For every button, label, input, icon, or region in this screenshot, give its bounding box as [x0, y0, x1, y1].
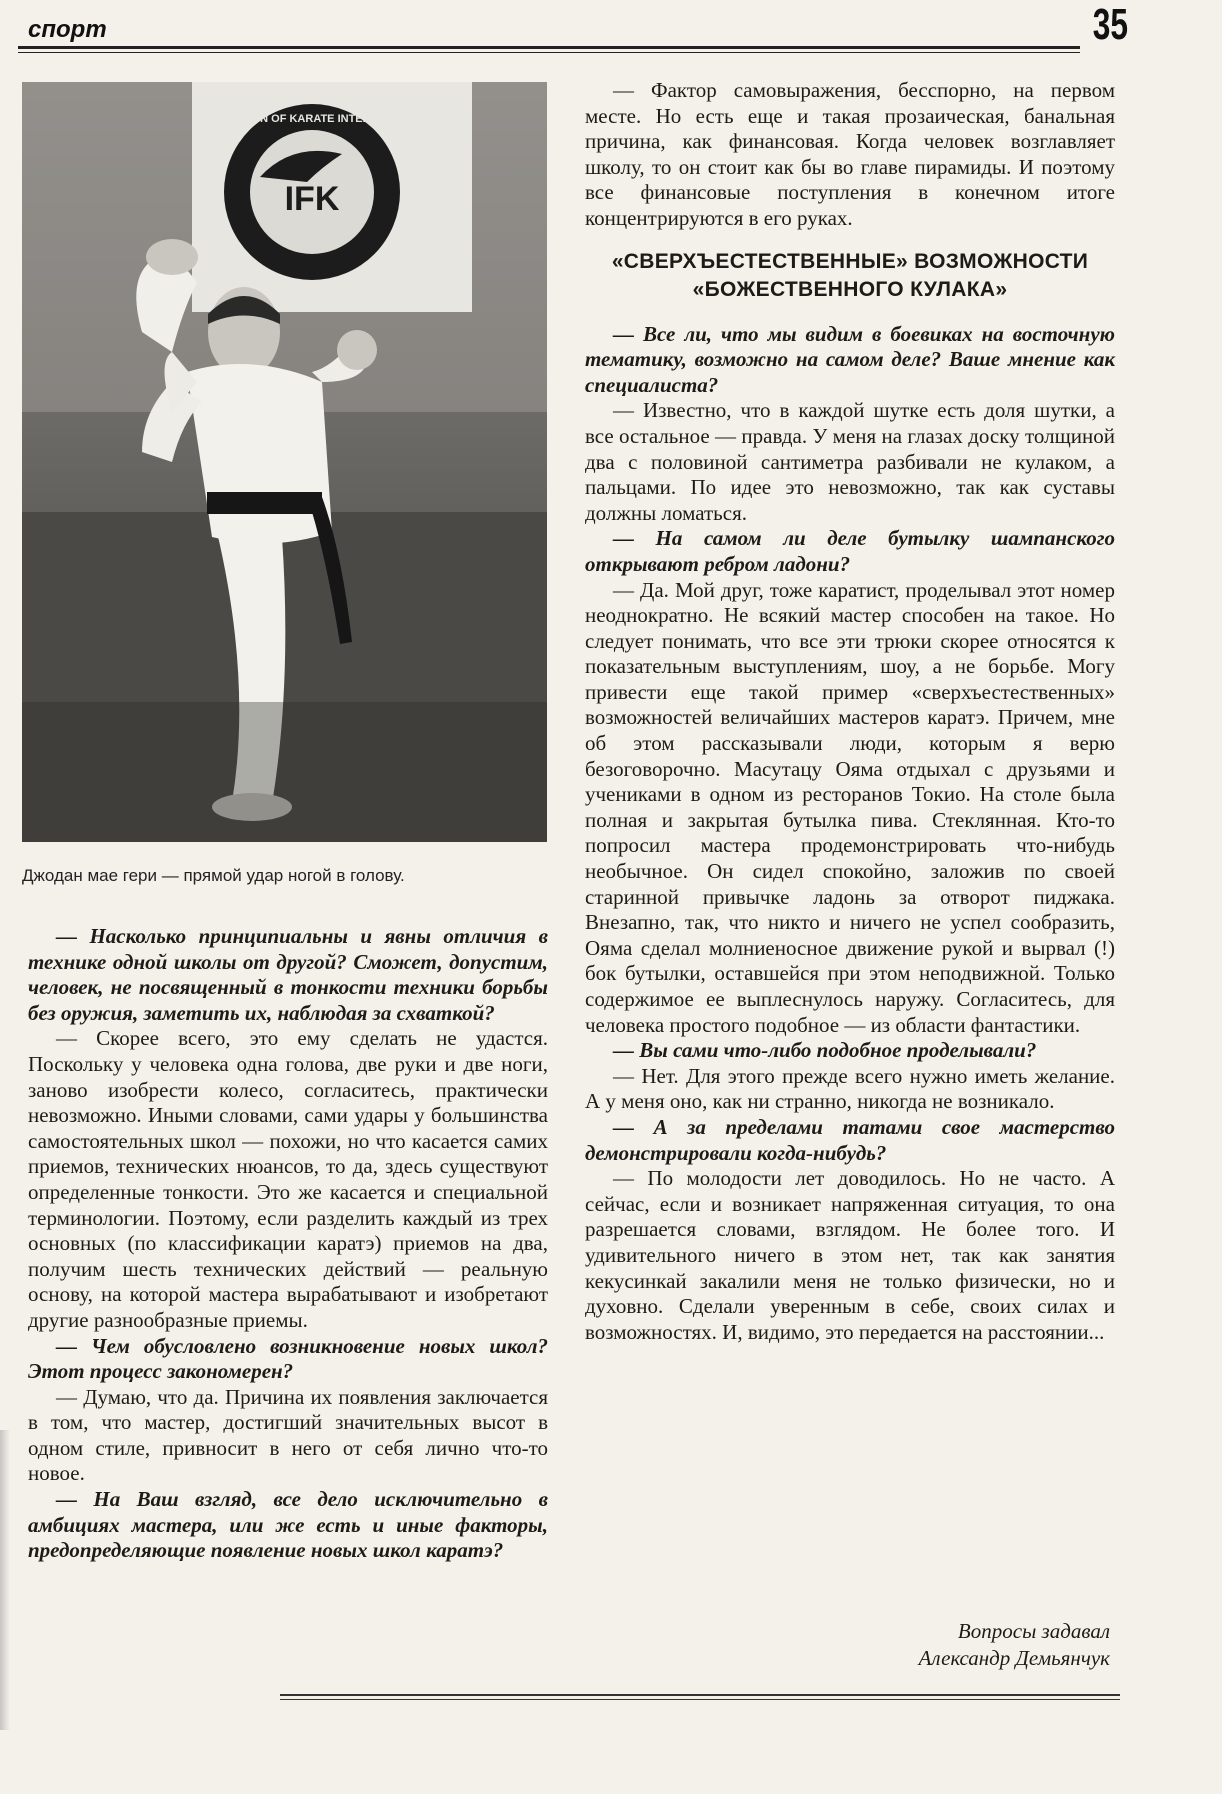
- subheading-line-2: «БОЖЕСТВЕННОГО КУЛАКА»: [692, 277, 1008, 301]
- page-edge-shadow: [0, 1430, 10, 1730]
- black-belt: [207, 492, 322, 514]
- answer-1: — Скорее всего, это ему сделать не удастся. Поскольку у человека одна голова, две руки и две ноги, заново изобрести колесо, согласитесь, практически невозможно. Иными словами, сами удары у большинства самостоятельных школ — похожи, но что касается самих приемов, технических нюансов, то да, здесь существуют определенные тонкости. Это же касается и специальной терминологии. Поэтому, если разделить каждый из трех основных (по классификации каратэ) приемов на два, получим шесть технических действий — реальную основу, на которой мастера вырабатывают и изобретают другие разнообразные приемы.: [28, 1026, 548, 1332]
- page-header: [18, 0, 1128, 56]
- signature-line-1: Вопросы задавал: [957, 1619, 1110, 1643]
- answer-5: — Да. Мой друг, тоже каратист, проделывал этот номер неоднократно. Не всякий мастер способен на такое. Но следует понимать, что все эти трюки скорее относятся к показательным выступлениям, шоу, а не борьбе. Могу привести еще такой пример «сверхъестественных» возможностей величайших мастеров каратэ. Причем, мне об этом рассказывали люди, которым я верю безоговорочно. Масутацу Ояма отдыхал с друзьями и учениками в одном из ресторанов Токио. На столе была полная и закрытая бутылка пива. Стеклянная. Кто-то попросил мастера продемонстрировать что-нибудь необычное. Он сидел спокойно, заложив по своей старинной привычке ладонь за отворот пиджака. Внезапно, так, что никто и ничего не успел сообразить, Ояма сделал молниеносное движение рукой и вырвал (!) бок бутылки, оставшейся при этом неподвижной. Только содержимое ее выплеснулось наружу. Согласитесь, для человека простого подобное — из области фантастики.: [585, 577, 1115, 1037]
- header-rule-thin: [18, 52, 1080, 53]
- subheading-line-1: «СВЕРХЪЕСТЕСТВЕННЫЕ» ВОЗМОЖНОСТИ: [611, 249, 1089, 273]
- header-rule: [18, 46, 1080, 49]
- right-column: [585, 78, 1115, 1345]
- question-6: — Вы сами что-либо подобное проделывали?: [613, 1038, 1037, 1063]
- footer-rule-thin: [280, 1699, 1120, 1700]
- answer-3: — Фактор самовыражения, бесспорно, на первом месте. Но есть еще и такая прозаическая, банальная причина, как финансовая. Когда человек возглавляет школу, то он стоит как бы во главе пирамиды. И поэтому все финансовые поступления в конечном итоге концентрируются в его руках.: [585, 78, 1115, 230]
- answer-7: — По молодости лет доводилось. Но не часто. А сейчас, если и возникает напряженная ситуация, то она разрешается словами, взглядом. Не более того. И удивительного ничего в этом нет, так как занятия кекусинкай закалили меня не только физически, но и духовно. Сделали уверенным в себе, своих силах и возможностях. И, видимо, это передается на расстоянии...: [585, 1166, 1115, 1344]
- question-2: — Чем обусловлено возникновение новых школ? Этот процесс закономерен?: [28, 1333, 548, 1384]
- question-7: — А за пределами татами свое мастерство демонстрировали когда-нибудь?: [585, 1114, 1115, 1165]
- signature-line-2: Александр Демьянчук: [918, 1646, 1110, 1670]
- author-signature: [919, 1618, 1110, 1672]
- answer-4: — Известно, что в каждой шутке есть доля шутки, а все остальное — правда. У меня на глазах доску толщиной два с половиной сантиметра разбивали не кулаком, а пальцами. По идее это невозможно, так как суставы должны ломаться.: [585, 398, 1115, 525]
- page-number: 35: [1092, 0, 1128, 49]
- section-subheading: [585, 248, 1115, 304]
- question-1: — Насколько принципиальны и явны отличия в технике одной школы от другой? Сможет, допустим, человек, не посвященный в тонкости техники борьбы без оружия, заметить их, наблюдая за схваткой?: [28, 924, 548, 1025]
- karate-photo: [22, 82, 547, 842]
- flag-text: IFK: [284, 180, 340, 218]
- answer-2: — Думаю, что да. Причина их появления заключается в том, что мастер, достигший значительных высот в одном стиле, привносит в него от себя лично что-то новое.: [28, 1384, 548, 1486]
- question-5: — На самом ли деле бутылку шампанского открывают ребром ладони?: [585, 526, 1115, 576]
- karate-photo-illustration: [22, 82, 547, 842]
- section-label: спорт: [28, 16, 107, 43]
- question-3: — На Ваш взгляд, все дело исключительно в амбициях мастера, или же есть и иные факторы, предопределяющие появление новых школ каратэ?: [28, 1487, 548, 1563]
- footer-rule: [280, 1694, 1120, 1696]
- flag-ring-text: FEDERATION OF KARATE INTERNATIONAL: [197, 113, 427, 125]
- left-column: [28, 924, 548, 1564]
- question-4: — Все ли, что мы видим в боевиках на восточную тематику, возможно на самом деле? Ваше мнение как специалиста?: [585, 321, 1115, 397]
- photo-caption: Джодан мае гери — прямой удар ногой в голову.: [22, 866, 405, 885]
- answer-6: — Нет. Для этого прежде всего нужно иметь желание. А у меня оно, как ни странно, никогда не возникало.: [585, 1063, 1115, 1114]
